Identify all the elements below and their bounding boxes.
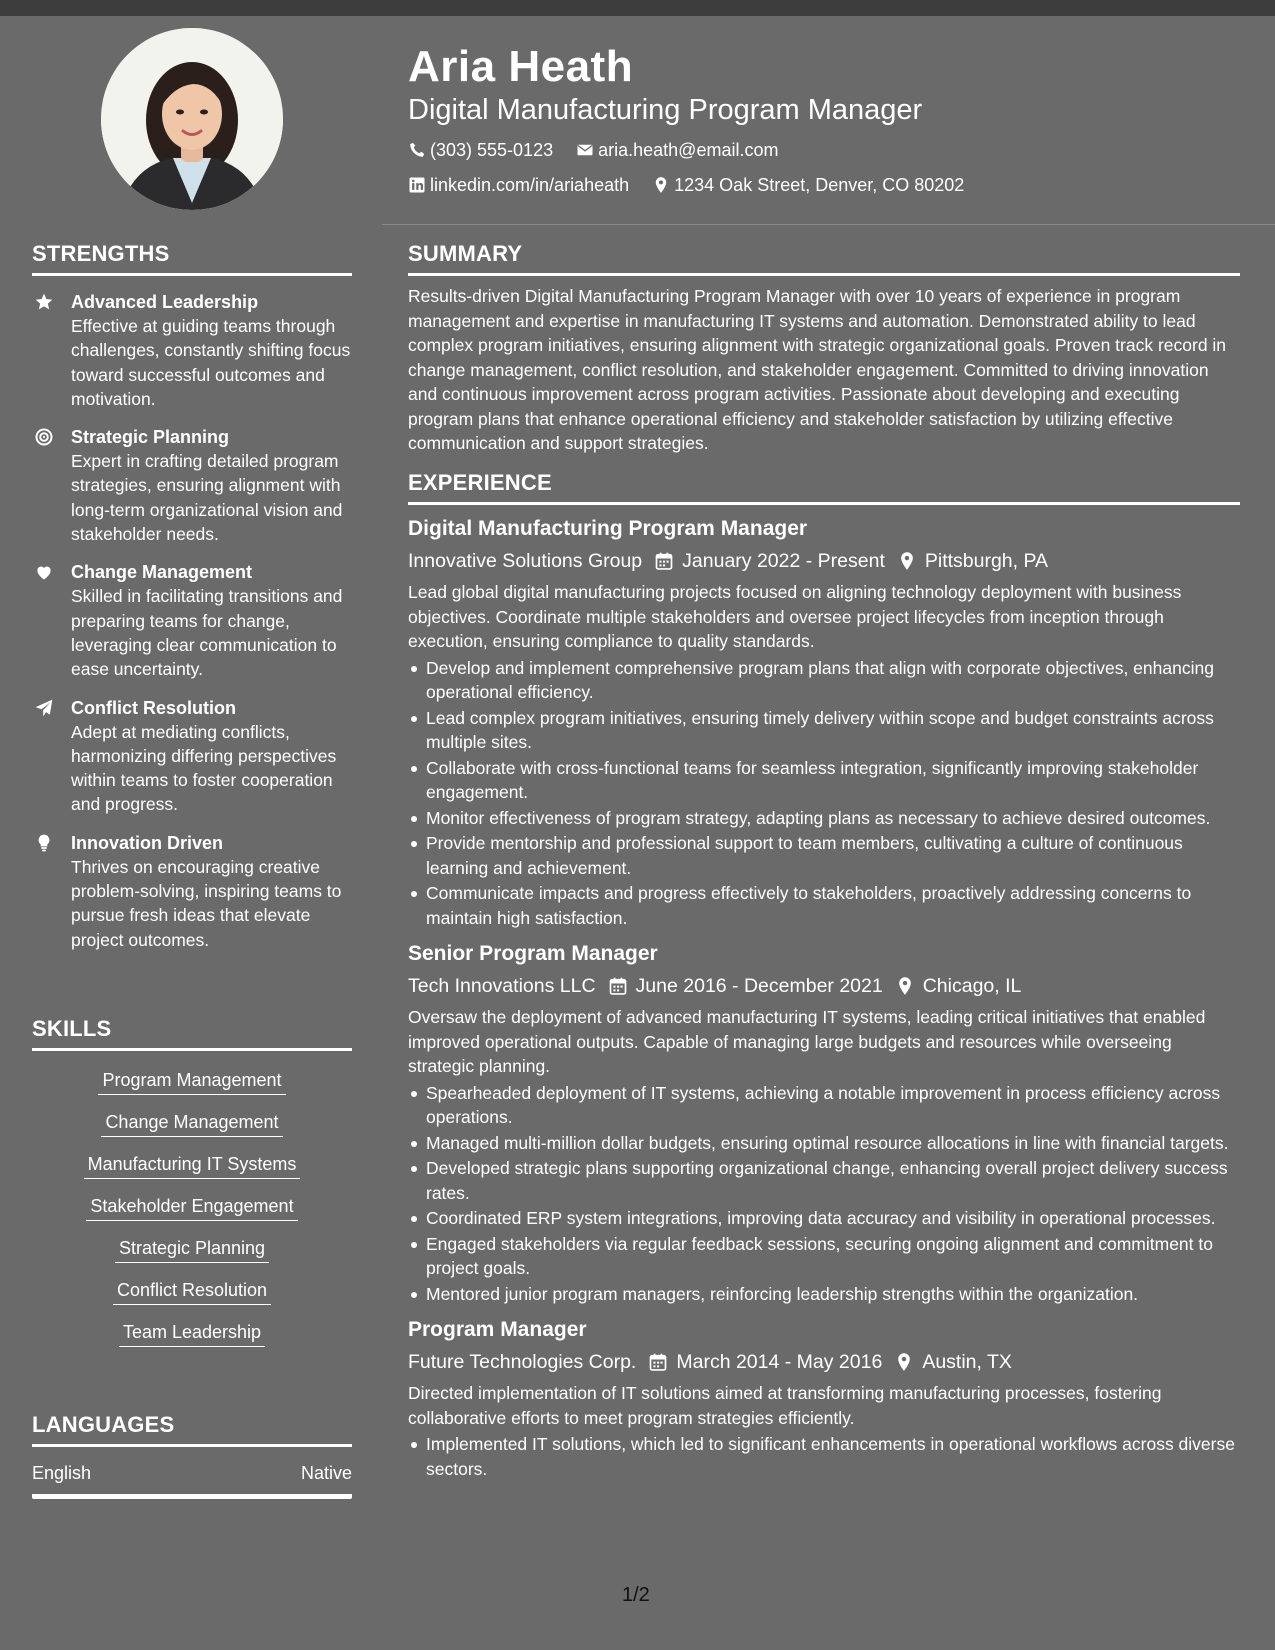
job-meta: [408, 1347, 1240, 1377]
languages-title: LANGUAGES: [32, 1412, 352, 1447]
skill-tag: Change Management: [101, 1110, 282, 1137]
calendar-icon: [608, 976, 628, 996]
job-company: Future Technologies Corp.: [408, 1351, 637, 1373]
job-bullet: Communicate impacts and progress effectively to stakeholders, proactively addressing concerns to maintain high satisfaction.: [408, 881, 1240, 930]
job-entry: [408, 940, 1240, 1306]
address-text: 1234 Oak Street, Denver, CO 80202: [674, 175, 965, 195]
candidate-role: Digital Manufacturing Program Manager: [408, 94, 923, 126]
job-entry: [408, 1316, 1240, 1481]
header-divider: [382, 224, 1275, 225]
languages-section: [32, 1412, 352, 1499]
job-location: Pittsburgh, PA: [924, 550, 1049, 572]
paper-plane-icon: [34, 698, 54, 718]
linkedin-icon: [408, 176, 426, 194]
envelope-icon: [576, 141, 594, 159]
email-contact[interactable]: [576, 134, 778, 166]
lightbulb-icon: [34, 833, 54, 853]
candidate-name: Aria Heath: [408, 42, 634, 91]
linkedin-contact[interactable]: [408, 169, 629, 201]
strengths-title: STRENGTHS: [32, 241, 352, 276]
job-location: Austin, TX: [922, 1351, 1012, 1373]
linkedin-text[interactable]: linkedin.com/in/ariaheath: [430, 175, 630, 195]
phone-icon: [408, 141, 426, 159]
phone-contact: [408, 134, 553, 166]
experience-title: EXPERIENCE: [408, 470, 1240, 505]
strength-name: Conflict Resolution: [71, 697, 236, 718]
skill-tag: Team Leadership: [119, 1320, 265, 1347]
job-location: Chicago, IL: [922, 975, 1022, 997]
skill-list: [32, 1061, 352, 1355]
strength-name: Strategic Planning: [71, 427, 230, 448]
job-meta: [408, 546, 1240, 576]
job-bullets: [408, 1432, 1240, 1481]
job-bullet: Develop and implement comprehensive program plans that align with corporate objectives, enhancing operational efficiency.: [408, 656, 1240, 705]
calendar-icon: [654, 551, 674, 571]
job-bullet: Provide mentorship and professional support to team members, cultivating a culture of continuous learning and achievement.: [408, 831, 1240, 880]
map-pin-icon: [894, 1352, 914, 1372]
job-description: Directed implementation of IT solutions aimed at transforming manufacturing processes, fostering collaborative efforts to meet program strategies efficiently.: [408, 1383, 1162, 1428]
page-number: 1/2: [622, 1584, 650, 1606]
job-bullet: Lead complex program initiatives, ensuring timely delivery within scope and budget constraints across multiple sites.: [408, 706, 1240, 755]
strength-item: [32, 831, 352, 952]
job-bullet: Implemented IT solutions, which led to significant enhancements in operational workflows across diverse sectors.: [408, 1432, 1240, 1481]
strength-description: Skilled in facilitating transitions and preparing teams for change, leveraging clear communication to ease uncertainty.: [71, 586, 343, 680]
language-name: English: [32, 1463, 92, 1483]
window-top-bar: [0, 0, 1275, 16]
strength-name: Advanced Leadership: [71, 292, 259, 312]
strength-item: [32, 290, 352, 411]
skills-section: [32, 1016, 352, 1355]
strength-item: [32, 425, 352, 546]
strength-description: Thrives on encouraging creative problem-solving, inspiring teams to pursue fresh ideas that elevate project outcomes.: [71, 856, 342, 950]
strength-description: Expert in crafting detailed program strategies, ensuring alignment with long-term organizational vision and stakeholder needs.: [71, 451, 343, 545]
strength-item: [32, 560, 352, 681]
skill-tag: Conflict Resolution: [113, 1278, 271, 1305]
job-bullet: Monitor effectiveness of program strategy, adapting plans as necessary to achieve desired outcomes.: [408, 806, 1240, 831]
map-pin-icon: [897, 551, 917, 571]
job-title: Program Manager: [408, 1318, 587, 1341]
job-meta: [408, 971, 1240, 1001]
resume-page: [0, 16, 1275, 1650]
summary-section: [408, 241, 1240, 456]
map-pin-icon: [895, 976, 915, 996]
job-bullet: Engaged stakeholders via regular feedback sessions, securing ongoing alignment and commitment to project goals.: [408, 1232, 1240, 1281]
strengths-section: [32, 241, 352, 952]
job-company: Innovative Solutions Group: [408, 550, 643, 572]
address-contact: [652, 169, 964, 201]
language-level: Native: [300, 1463, 352, 1483]
heart-icon: [34, 562, 54, 582]
experience-section: [408, 470, 1240, 1482]
job-bullet: Mentored junior program managers, reinforcing leadership strengths within the organization.: [408, 1282, 1240, 1307]
job-bullet: Developed strategic plans supporting organizational change, enhancing overall project delivery success rates.: [408, 1156, 1240, 1205]
summary-text: Results-driven Digital Manufacturing Program Manager with over 10 years of experience in program management and expertise in manufacturing IT systems and automation. Demonstrated ability to lead complex program initiatives, ensuring alignment with strategic organizational goals. Proven track record in change management, conflict resolution, and stakeholder engagement. Committed to driving innovation and continuous improvement across program activities. Passionate about developing and executing program plans that enhance operational efficiency and stakeholder satisfaction by utilizing effective communication and support strategies.: [408, 286, 1227, 453]
job-bullets: [408, 656, 1240, 931]
job-title: Senior Program Manager: [408, 942, 658, 965]
email-text[interactable]: aria.heath@email.com: [598, 140, 779, 160]
job-title: Digital Manufacturing Program Manager: [408, 517, 808, 540]
job-bullet: Managed multi-million dollar budgets, ensuring optimal resource allocations in line with financial targets.: [408, 1131, 1240, 1156]
job-dates: March 2014 - May 2016: [676, 1351, 883, 1373]
job-entry: [408, 515, 1240, 930]
job-bullets: [408, 1081, 1240, 1307]
phone-text: (303) 555-0123: [430, 140, 554, 160]
language-row: [32, 1463, 352, 1499]
skills-title: SKILLS: [32, 1016, 352, 1051]
job-dates: June 2016 - December 2021: [635, 975, 883, 997]
job-description: Lead global digital manufacturing projects focused on aligning technology deployment with business objectives. Coordinate multiple stakeholders and oversee project lifecycles from inception through execution, ensuring compliance to quality standards.: [408, 582, 1182, 651]
contact-info: [408, 134, 982, 204]
skill-tag: Strategic Planning: [115, 1236, 269, 1263]
calendar-icon: [648, 1352, 668, 1372]
strength-description: Adept at mediating conflicts, harmonizing differing perspectives within teams to foster cooperation and progress.: [71, 721, 337, 815]
skill-tag: Manufacturing IT Systems: [84, 1152, 301, 1179]
star-icon: [34, 292, 54, 312]
profile-photo: [101, 28, 283, 210]
target-icon: [34, 427, 54, 447]
strength-item: [32, 696, 352, 817]
summary-title: SUMMARY: [408, 241, 1240, 276]
strength-name: Innovation Driven: [71, 832, 224, 853]
job-bullet: Spearheaded deployment of IT systems, achieving a notable improvement in process efficiency across operations.: [408, 1081, 1240, 1130]
job-bullet: Coordinated ERP system integrations, improving data accuracy and visibility in operational processes.: [408, 1206, 1240, 1231]
job-dates: January 2022 - Present: [682, 550, 885, 572]
strength-name: Change Management: [71, 562, 253, 583]
job-description: Oversaw the deployment of advanced manufacturing IT systems, leading critical initiatives that enabled improved operational outputs. Capable of managing large budgets and resources while overseeing strategic planning.: [408, 1007, 1206, 1076]
map-pin-icon: [652, 176, 670, 194]
strength-description: Effective at guiding teams through challenges, constantly shifting focus toward successful outcomes and motivation.: [71, 316, 351, 409]
job-bullet: Collaborate with cross-functional teams for seamless integration, significantly improving stakeholder engagement.: [408, 756, 1240, 805]
job-company: Tech Innovations LLC: [408, 975, 596, 997]
skill-tag: Program Management: [98, 1068, 285, 1095]
skill-tag: Stakeholder Engagement: [86, 1194, 297, 1221]
